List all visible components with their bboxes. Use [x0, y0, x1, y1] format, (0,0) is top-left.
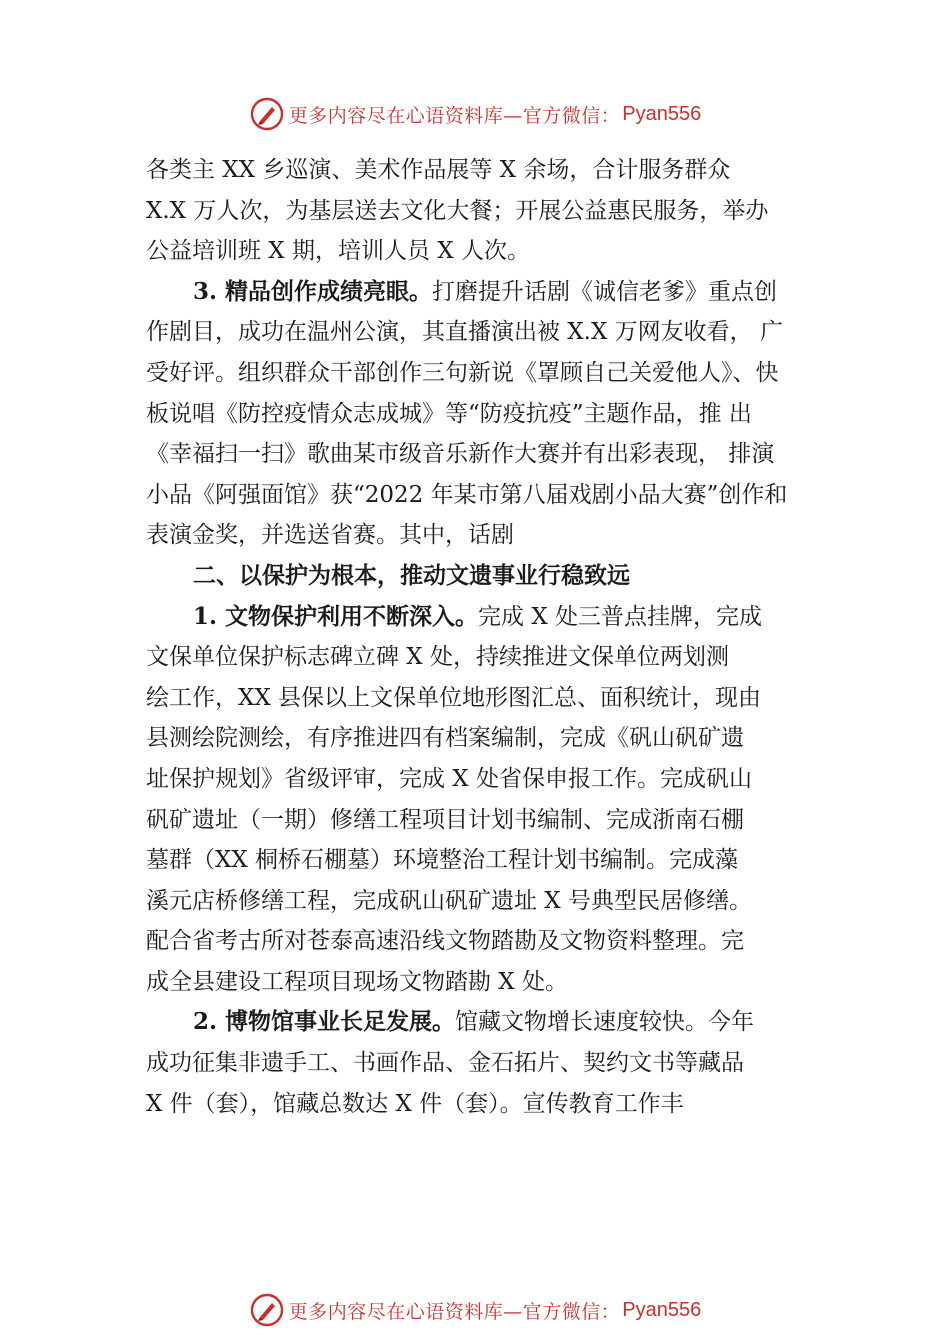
watermark-text: 更多内容尽在心语资料库—官方微信： — [288, 104, 621, 127]
text-line: 各类主 XX 乡巡演、美术作品展等 X 余场，合计服务群众 — [146, 157, 731, 183]
paragraph-museum — [146, 1002, 836, 1124]
text-line: 作剧目，成功在温州公演，其直播演出被 X.X 万网友收看， 广 — [146, 319, 783, 346]
paragraph-creation — [146, 272, 836, 556]
paragraph-service-stats — [146, 150, 836, 272]
watermark-wechat-id: Pyan556 — [622, 1298, 702, 1321]
paragraph-first-line — [146, 597, 836, 638]
header-watermark — [0, 94, 950, 134]
text-run: 馆藏文物增长速度较快。今年 — [455, 1009, 755, 1036]
watermark-wechat-id: Pyan556 — [622, 102, 702, 125]
section-heading: 二、以保护为根本，推动文遗事业行稳致远 — [193, 561, 630, 589]
text-line: 公益培训班 X 期，培训人员 X 人次。 — [146, 238, 530, 265]
text-line: 溪元店桥修缮工程，完成矾山矾矿遗址 X 号典型民居修缮。 — [146, 887, 752, 914]
text-line: 配合省考古所对苍泰高速沿线文物踏勘及文物资料整理。完 — [146, 928, 744, 955]
text-line: 成全县建设工程项目现场文物踏勘 X 处。 — [146, 968, 568, 995]
watermark-text: 更多内容尽在心语资料库—官方微信： — [288, 1300, 621, 1323]
pen-logo-icon — [249, 1292, 285, 1328]
paragraph-first-line — [146, 1002, 836, 1043]
text-line: 县测绘院测绘，有序推进四有档案编制，完成《矾山矾矿遗 — [146, 725, 744, 752]
text-run: 打磨提升话剧《诚信老爹》重点创 — [432, 278, 778, 305]
text-line: 受好评。组织群众干部创作三句新说《罩顾自己关爱他人》、快 — [146, 359, 779, 386]
footer-watermark — [0, 1290, 950, 1330]
text-line: 矾矿遗址（一期）修缮工程项目计划书编制、完成浙南石棚 — [146, 806, 744, 833]
text-line: 绘工作，XX 县保以上文保单位地形图汇总、面积统计，现由 — [146, 684, 762, 711]
text-line: 小品《阿强面馆》获“2022 年某市第八届戏剧小品大赛”创作和 — [146, 481, 788, 508]
paragraph-heading: 2. 博物馆事业长足发展。 — [193, 1008, 456, 1036]
pen-logo-icon — [249, 96, 285, 132]
text-line: 文保单位保护标志碑立碑 X 处，持续推进文保单位两划测 — [146, 644, 729, 671]
text-line: 板说唱《防控疫情众志成城》等“防疫抗疫”主题作品，推 出 — [146, 400, 752, 427]
text-line: X.X 万人次，为基层送去文化大餐；开展公益惠民服务，举办 — [146, 197, 769, 224]
document-body — [146, 150, 836, 1124]
text-line: 《幸福扫一扫》歌曲某市级音乐新作大赛并有出彩表现， 排演 — [146, 441, 775, 468]
text-line: X 件（套），馆藏总数达 X 件（套）。宣传教育工作丰 — [146, 1090, 684, 1117]
text-line: 表演金奖，并选送省赛。其中，话剧 — [146, 522, 514, 549]
text-line: 址保护规划》省级评审，完成 X 处省保申报工作。完成矾山 — [146, 765, 752, 792]
paragraph-first-line — [146, 272, 836, 313]
paragraph-heading: 3. 精品创作成绩亮眼。 — [193, 277, 433, 305]
paragraph-relic-protection — [146, 597, 836, 1003]
paragraph-heading: 1. 文物保护利用不断深入。 — [193, 602, 479, 630]
text-run: 完成 X 处三普点挂牌，完成 — [478, 603, 763, 630]
text-line: 墓群（XX 桐桥石棚墓）环境整治工程计划书编制。完成藻 — [146, 847, 739, 874]
text-line: 成功征集非遗手工、书画作品、金石拓片、契约文书等藏品 — [146, 1050, 744, 1077]
